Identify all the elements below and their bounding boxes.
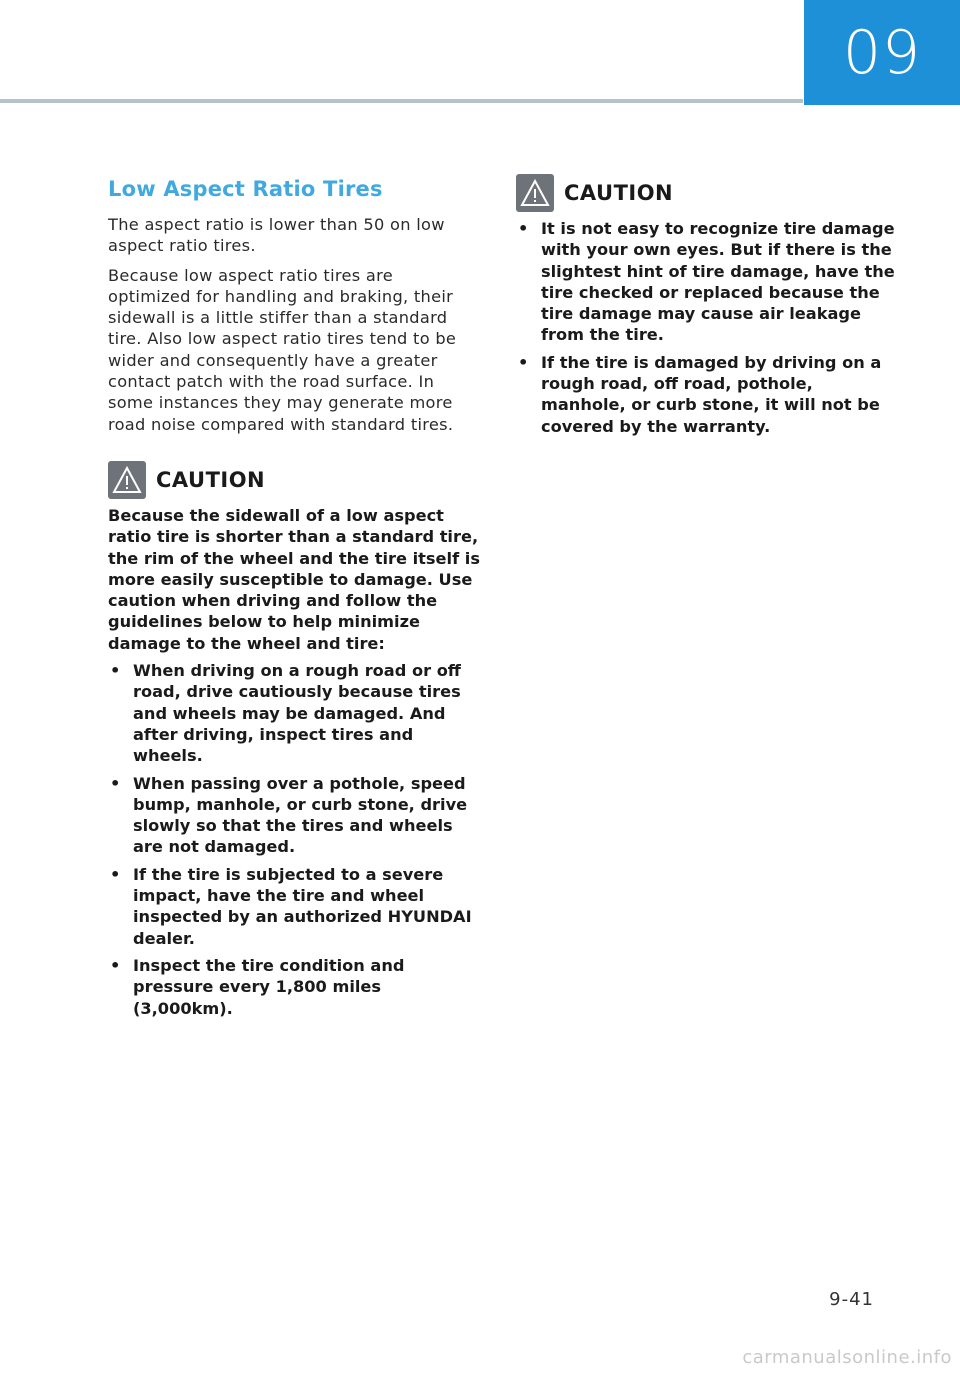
list-item-text: Inspect the tire condition and pressure every 1,800 miles (3,000km).: [133, 955, 405, 1018]
paragraph: The aspect ratio is lower than 50 on low aspect ratio tires.: [108, 215, 445, 256]
list-item: [108, 864, 480, 949]
list-item: [108, 660, 480, 766]
list-item-text: When driving on a rough road or off road, drive cautiously because tires and wheels may be damaged. And after driving, inspect tires and wheels.: [133, 661, 461, 766]
bullet-dot: •: [110, 955, 121, 975]
chapter-number: 09: [842, 17, 922, 88]
caution-title: CAUTION: [564, 181, 674, 205]
caution-title: CAUTION: [156, 467, 266, 492]
caution-bullet-list: [516, 218, 896, 437]
list-item: [108, 773, 480, 858]
chapter-tab: [804, 0, 960, 105]
caution-intro: Because the sidewall of a low aspect ratio tire is shorter than a standard tire, the rim of the wheel and the tire itself is more easily susceptible to damage. Use caution when driving and follow the guidelines below to help minimize damage to the wheel and tire:: [108, 505, 480, 653]
caution-header: [516, 174, 896, 212]
right-column: [516, 174, 896, 443]
bullet-dot: •: [518, 219, 529, 238]
paragraph: Because low aspect ratio tires are optimized for handling and braking, their sidewall is a little stiffer than a standard tire. Also low aspect ratio tires tend to be wider and consequently have a greater contact patch with the road surface. In some instances they may generate more road noise compared with standard tires.: [108, 265, 457, 434]
caution-header: [108, 461, 480, 499]
caution-bullet-list: [108, 660, 480, 1019]
watermark: carmanualsonline.info: [742, 1347, 952, 1368]
bullet-dot: •: [110, 864, 121, 884]
list-item-text: If the tire is subjected to a severe impact, have the tire and wheel inspected by an authorized HYUNDAI dealer.: [133, 864, 472, 948]
bullet-dot: •: [518, 352, 529, 372]
header-rule: [0, 99, 803, 103]
page-number: 9-41: [829, 1289, 874, 1310]
list-item-text: When passing over a pothole, speed bump, manhole, or curb stone, drive slowly so that the tires and wheels are not damaged.: [133, 773, 468, 857]
caution-box: [108, 461, 480, 1019]
left-column: [108, 172, 480, 1025]
bullet-dot: •: [110, 773, 121, 793]
warning-triangle-icon: [516, 174, 554, 212]
list-item: [108, 955, 480, 1019]
list-item-text: If the tire is damaged by driving on a rough road, off road, pothole, manhole, or curb stone, it will not be covered by the warranty.: [541, 352, 882, 436]
bullet-dot: •: [110, 661, 121, 681]
list-item: [516, 352, 896, 437]
caution-box: [516, 174, 896, 437]
warning-triangle-icon: [108, 461, 146, 499]
list-item: [516, 218, 896, 346]
list-item-text: It is not easy to recognize tire damage with your own eyes. But if there is the slightest hint of tire damage, have the tire checked or replaced because the tire damage may cause air leakage from the tire.: [541, 219, 895, 345]
section-title: Low Aspect Ratio Tires: [108, 177, 383, 201]
